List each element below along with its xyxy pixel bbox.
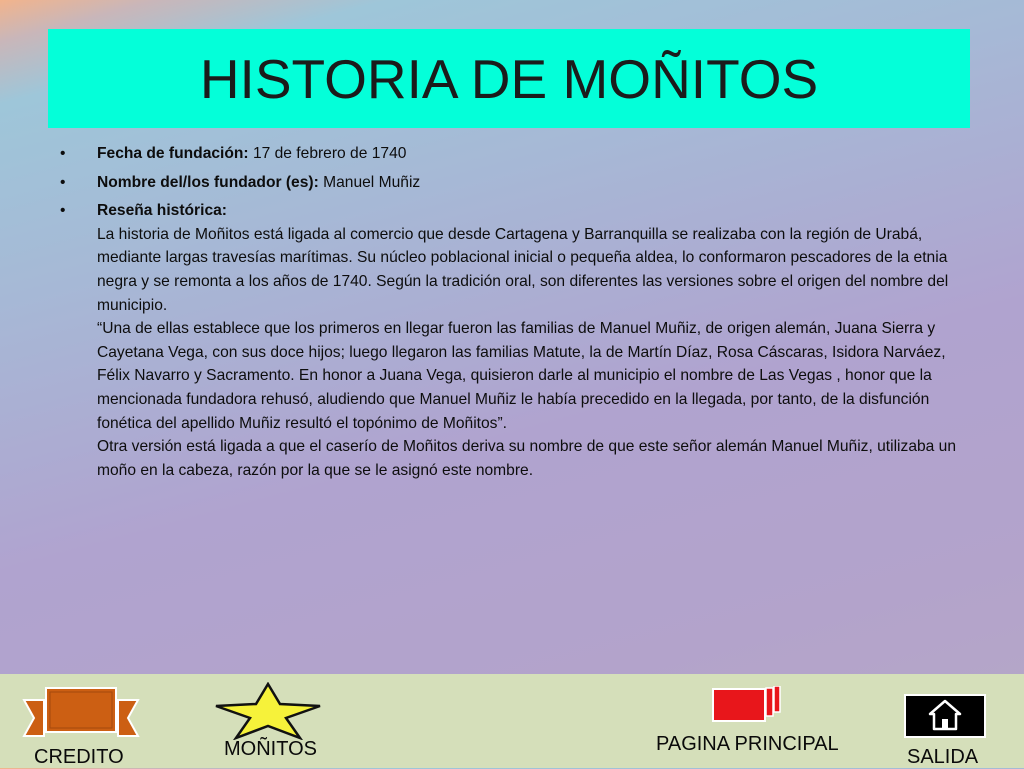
list-item	[60, 142, 960, 166]
credito-label: CREDITO	[34, 746, 124, 768]
list-item	[60, 199, 960, 482]
history-paragraph-1: La historia de Moñitos está ligada al comercio que desde Cartagena y Barranquilla se realizaba con la región de Urabá, mediante largas travesías marítimas. Su núcleo poblacional inicial o pequeña aldea, lo conformaron pescadores de la etnia negra y se remonta a los años de 1740. Según la tradición oral, son diferentes las versiones sobre el origen del nombre del municipio.	[97, 225, 949, 314]
home-icon	[904, 694, 986, 738]
title-bar	[48, 29, 970, 128]
pagina-principal-label: PAGINA PRINCIPAL	[656, 733, 839, 755]
list-item	[60, 171, 960, 195]
bullet-marker: •	[60, 202, 66, 220]
founder-label: Nombre del/los fundador (es):	[97, 173, 319, 191]
star-icon	[214, 682, 322, 740]
founding-date-label: Fecha de fundación:	[97, 145, 249, 162]
flag-icon	[712, 686, 782, 726]
history-paragraph-3: Otra versión está ligada a que el caserío de Moñitos deriva su nombre de que este señor alemán Manuel Muñiz, utilizaba un moño en la cabeza, razón por la que se le asignó este nombre.	[97, 438, 957, 479]
bullet-marker: •	[60, 145, 66, 162]
founding-date-value: 17 de febrero de 1740	[248, 145, 407, 162]
monitos-label: MOÑITOS	[224, 738, 317, 760]
content-body	[60, 142, 960, 487]
bullet-marker: •	[60, 173, 66, 191]
history-label: Reseña histórica:	[97, 202, 227, 220]
banner-icon	[22, 684, 140, 744]
history-paragraph-2: “Una de ellas establece que los primeros en llegar fueron las familias de Manuel Muñiz, de origen alemán, Juana Sierra y Cayetana Vega, con sus doce hijos; luego llegaron las familias Matute, la de Martín Díaz, Rosa Cáscaras, Isidora Narváez, Félix Navarro y Sacramento. En honor a Juana Vega, quisieron darle al municipio el nombre de Las Vegas , honor que la mencionada fundadora rehusó, aludiendo que Manuel Muñiz le había precedido en la llegada, por tanto, de la disfunción fonética del apellido Muñiz resultó el topónimo de Moñitos”.	[97, 320, 946, 432]
salida-label: SALIDA	[907, 746, 979, 768]
page-title: HISTORIA DE MOÑITOS	[199, 47, 819, 110]
footer-nav	[0, 674, 1024, 768]
founder-value: Manuel Muñiz	[318, 173, 421, 191]
